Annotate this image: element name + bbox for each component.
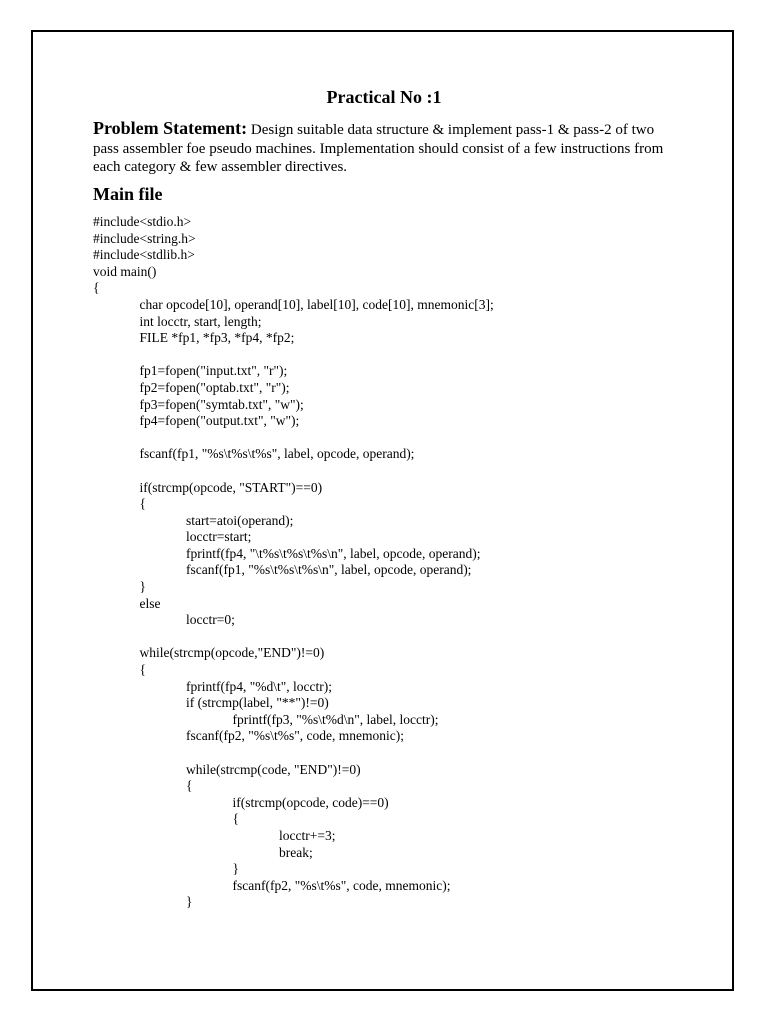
code-line [93, 745, 693, 762]
code-line: fscanf(fp2, "%s\t%s", code, mnemonic); [186, 728, 404, 744]
code-line [93, 430, 693, 447]
code-line: void main() [93, 263, 157, 279]
code-line: if(strcmp(opcode, "START")==0) [139, 479, 323, 495]
code-line: #include<stdlib.h> [93, 247, 195, 263]
code-line: else [139, 595, 161, 611]
code-line: { [186, 778, 193, 794]
code-line: int locctr, start, length; [139, 313, 262, 329]
code-line: #include<stdio.h> [93, 214, 192, 229]
code-line: if(strcmp(opcode, code)==0) [232, 794, 389, 810]
code-line [93, 347, 693, 364]
code-line: if (strcmp(label, "**")!=0) [186, 695, 329, 711]
problem-statement-label: Problem Statement: [93, 118, 248, 138]
code-line: while(strcmp(opcode,"END")!=0) [139, 645, 325, 661]
section-heading-main-file: Main file [93, 184, 163, 204]
code-line: break; [279, 844, 313, 860]
code-line: } [139, 579, 146, 595]
code-line: fp4=fopen("output.txt", "w"); [139, 413, 300, 429]
code-line: } [232, 861, 239, 877]
code-line: start=atoi(operand); [186, 512, 294, 528]
code-line: fscanf(fp1, "%s\t%s\t%s", label, opcode, operand); [139, 446, 415, 462]
code-line: locctr=start; [186, 529, 252, 545]
code-line: fp3=fopen("symtab.txt", "w"); [139, 396, 304, 412]
code-line: } [186, 894, 193, 910]
code-line: { [139, 662, 146, 678]
code-line: locctr=0; [186, 612, 235, 628]
code-line: fprintf(fp4, "%d\t", locctr); [186, 678, 332, 694]
code-line: fscanf(fp1, "%s\t%s\t%s\n", label, opcode, operand); [186, 562, 472, 578]
code-line: { [93, 280, 100, 296]
code-line: fprintf(fp3, "%s\t%d\n", label, locctr); [232, 711, 439, 727]
problem-statement-text: Design suitable data structure & implement pass-1 & pass-2 of two pass assembler foe pseudo machines. Implementation should consist of a few instructions from each category & few assembler directives. [93, 122, 664, 175]
code-line: fp2=fopen("optab.txt", "r"); [139, 379, 290, 395]
code-line: { [139, 496, 146, 512]
code-line: char opcode[10], operand[10], label[10], code[10], mnemonic[3]; [139, 296, 494, 312]
code-line: fprintf(fp4, "\t%s\t%s\t%s\n", label, opcode, operand); [186, 545, 481, 561]
code-line [93, 463, 693, 480]
code-line [93, 629, 693, 646]
page-title: Practical No :1 [326, 87, 442, 107]
problem-statement [93, 119, 683, 177]
code-line: fp1=fopen("input.txt", "r"); [139, 363, 288, 379]
code-line: #include<string.h> [93, 230, 196, 246]
code-line: fscanf(fp2, "%s\t%s", code, mnemonic); [232, 877, 451, 893]
code-line: while(strcmp(code, "END")!=0) [186, 761, 361, 777]
code-line: { [232, 811, 239, 827]
code-listing [93, 214, 693, 911]
code-line: locctr+=3; [279, 827, 336, 843]
code-line: FILE *fp1, *fp3, *fp4, *fp2; [139, 330, 295, 346]
